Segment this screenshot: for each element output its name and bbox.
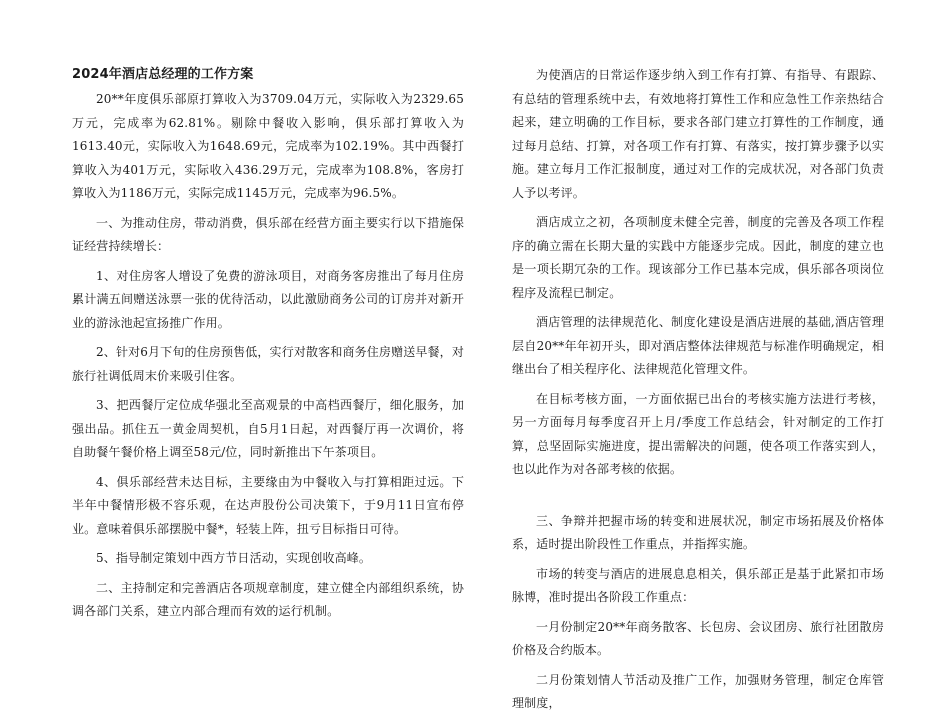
- paragraph: 酒店成立之初，各项制度未健全完善，制度的完善及各项工作程序的确立需在长期大量的实践中方能逐步完成。因此，制度的建立也是一项长期冗杂的工作。现该部分工作已基本完成，俱乐部各项岗位程序及流程已制定。: [512, 215, 884, 300]
- paragraph: 二、主持制定和完善酒店各项规章制度，建立健全内部组织系统，协调各部门关系，建立内部合理而有效的运行机制。: [72, 580, 464, 618]
- paragraph: 一月份制定20**年商务散客、长包房、会议团房、旅行社团散房价格及合约版本。: [512, 619, 884, 657]
- left-column: [72, 64, 464, 630]
- right-column: [512, 64, 884, 722]
- paragraph: 5、指导制定策划中西方节日活动，实现创收高峰。: [96, 551, 372, 565]
- paragraph: 4、俱乐部经营未达目标，主要缘由为中餐收入与打算相距过远。下半年中餐情形极不容乐观，在达声股份公司决策下，于9月11日宣布停业。意味着俱乐部摆脱中餐*，轻装上阵，扭亏目标指日可待。: [72, 474, 464, 536]
- paragraph: 一、为推动住房，带动消费，俱乐部在经营方面主要实行以下措施保证经营持续增长：: [72, 215, 464, 253]
- paragraph: 市场的转变与酒店的进展息息相关，俱乐部正是基于此紧扣市场脉博，准时提出各阶段工作重点：: [512, 566, 884, 604]
- document-title: 2024年酒店总经理的工作方案: [72, 67, 254, 82]
- paragraph: 20**年度俱乐部原打算收入为3709.04万元，实际收入为2329.65万元，完成率为62.81%。剔除中餐收入影响，俱乐部打算收入为1613.40元，实际收入为1648.69元，完成率为102.19%。其中西餐打算收入为401万元，实际收入436.29万元，完成率为108.8%，客房打算收入为1186万元，实际完成1145万元，完成率为96.5%。: [72, 92, 464, 200]
- paragraph: 在目标考核方面，一方面依据已出台的考核实施方法进行考核，另一方面每月每季度召开上月/季度工作总结会，针对制定的工作打算，总坚固际实施进度，提出需解决的问题，使各项工作落实到人，也以此作为对各部考核的依据。: [512, 391, 884, 476]
- paragraph: 2、针对6月下旬的住房预售低，实行对散客和商务住房赠送早餐，对旅行社调低周末价来吸引住客。: [72, 345, 464, 383]
- paragraph: 酒店管理的法律规范化、制度化建设是酒店进展的基础,酒店管理层自20**年年初开头，即对酒店整体法律规范与标准作明确规定，相继出台了相关程序化、法律规范化管理文件。: [512, 315, 884, 376]
- paragraph: 二月份策划情人节活动及推广工作，加强财务管理，制定仓库管理制度，: [512, 672, 884, 710]
- paragraph: 三、争辩并把握市场的转变和进展状况，制定市场拓展及价格体系，适时提出阶段性工作重点，并指挥实施。: [512, 513, 884, 551]
- paragraph: 1、对住房客人增设了免费的游泳项目，对商务客房推出了每月住房累计满五间赠送泳票一张的优待活动，以此激励商务公司的订房并对新开业的游泳池起宣扬推广作用。: [72, 268, 464, 330]
- paragraph: 3、把西餐厅定位成华强北至高观景的中高档西餐厅，细化服务，加强出品。抓住五一黄金周契机，自5月1日起，对西餐厅再一次调价，将自助餐午餐价格上调至58元/位，同时新推出下午茶项目。: [72, 398, 464, 459]
- paragraph: 为使酒店的日常运作逐步纳入到工作有打算、有指导、有跟踪、有总结的管理系统中去，有效地将打算性工作和应急性工作亲热结合起来，建立明确的工作目标，要求各部门建立打算性的工作制度，通过每月总结、打算，对各项工作有打算、有落实，按打算步骤予以实施。建立每月工作汇报制度，通过对工作的完成状况，对各部门负责人予以考评。: [512, 68, 884, 200]
- section-spacer: [512, 488, 884, 510]
